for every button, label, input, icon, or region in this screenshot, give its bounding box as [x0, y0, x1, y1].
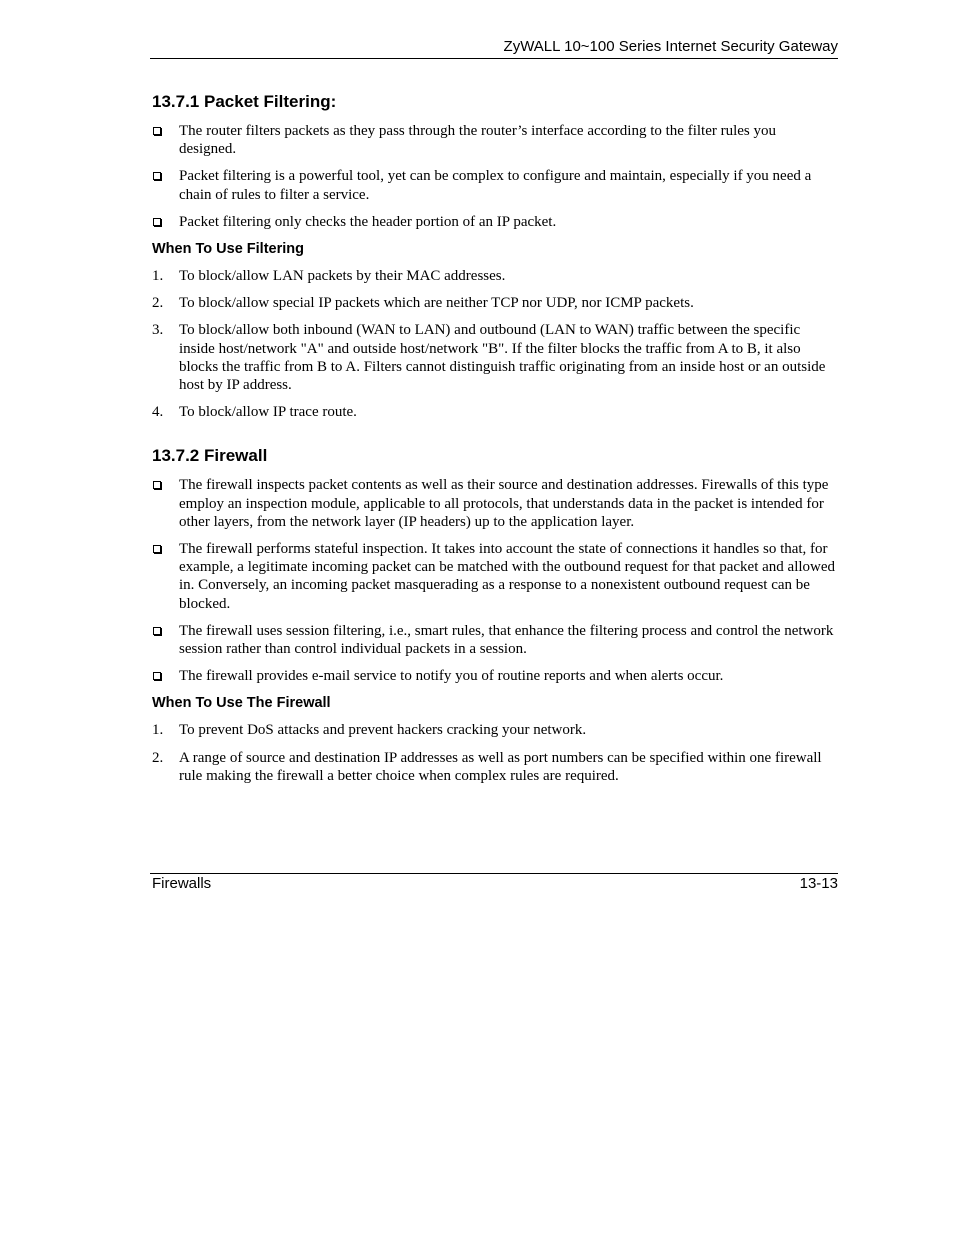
item-text: To block/allow both inbound (WAN to LAN) and outbound (LAN to WAN) traffic between the specific inside host/network "A" and outside host/network "B". If the filter blocks the traffic from A to B, it also blocks the traffic from B to A. Filters cannot distinguish traffic originating from an inside host or an outside host by IP address.: [179, 322, 826, 394]
checkbox-bullet-icon: [153, 172, 161, 180]
packet-filtering-bullets: [152, 122, 836, 231]
bullet-text: The firewall inspects packet contents as well as their source and destination addresses. Firewalls of this type employ an inspection module, applicable to all protocols, that understands data in the packet is intended for other layers, from the network layer (IP headers) up to the application layer.: [179, 477, 829, 530]
filtering-numbered-list: [152, 267, 836, 421]
item-number: 1.: [152, 722, 164, 739]
checkbox-bullet-icon: [153, 627, 161, 635]
section-spacer: [152, 430, 836, 445]
header-divider: [150, 58, 838, 59]
bullet-item: [152, 622, 836, 658]
item-number: 3.: [152, 322, 164, 339]
item-text: A range of source and destination IP addresses as well as port numbers can be specified within one firewall rule making the firewall a better choice when complex rules are required.: [179, 749, 822, 784]
numbered-item: [152, 403, 836, 421]
item-number: 2.: [152, 295, 164, 312]
section-heading-packet-filtering: 13.7.1 Packet Filtering:: [152, 92, 337, 111]
checkbox-bullet-icon: [153, 218, 161, 226]
bullet-text: The firewall performs stateful inspection. It takes into account the state of connections it handles so that, for example, a legitimate incoming packet can be matched with the outbound request for that packet and allowed in. Conversely, an incoming packet masquerading as a response to a nonexistent outbound request can be blocked.: [179, 541, 836, 612]
numbered-item: [152, 721, 836, 739]
item-text: To prevent DoS attacks and prevent hackers cracking your network.: [179, 722, 587, 739]
numbered-item: [152, 267, 836, 285]
bullet-text: The firewall provides e-mail service to notify you of routine reports and when alerts occur.: [179, 668, 724, 685]
subheading-when-to-use-filtering: When To Use Filtering: [152, 241, 304, 258]
bullet-item: [152, 540, 836, 613]
bullet-item: [152, 122, 836, 158]
bullet-item: [152, 213, 836, 231]
item-text: To block/allow IP trace route.: [179, 404, 357, 421]
firewall-numbered-list: [152, 721, 836, 785]
checkbox-bullet-icon: [153, 481, 161, 489]
bullet-item: [152, 167, 836, 203]
checkbox-bullet-icon: [153, 545, 161, 553]
item-text: To block/allow LAN packets by their MAC addresses.: [179, 268, 506, 285]
subheading-when-to-use-firewall: When To Use The Firewall: [152, 695, 331, 712]
item-number: 2.: [152, 749, 164, 766]
footer-divider: [150, 873, 838, 874]
numbered-item: [152, 294, 836, 312]
bullet-item: [152, 667, 836, 685]
firewall-bullets: [152, 476, 836, 685]
checkbox-bullet-icon: [153, 127, 161, 135]
checkbox-bullet-icon: [153, 672, 161, 680]
page-content: [152, 91, 836, 794]
bullet-text: The firewall uses session filtering, i.e., smart rules, that enhance the filtering process and control the network session rather than control individual packets in a session.: [179, 622, 834, 658]
running-header: ZyWALL 10~100 Series Internet Security Gateway: [503, 38, 838, 55]
bullet-item: [152, 476, 836, 531]
numbered-item: [152, 321, 836, 394]
bullet-text: Packet filtering is a powerful tool, yet can be complex to configure and maintain, especially if you need a chain of rules to filter a service.: [179, 168, 812, 203]
item-number: 4.: [152, 404, 164, 421]
section-heading-firewall: 13.7.2 Firewall: [152, 446, 268, 466]
numbered-item: [152, 749, 836, 785]
footer-chapter: Firewalls: [152, 875, 212, 892]
footer-page-number: 13-13: [799, 875, 838, 892]
item-number: 1.: [152, 268, 164, 285]
item-text: To block/allow special IP packets which are neither TCP nor UDP, nor ICMP packets.: [179, 295, 694, 312]
bullet-text: Packet filtering only checks the header portion of an IP packet.: [179, 213, 557, 230]
bullet-text: The router filters packets as they pass through the router’s interface according to the filter rules you designed.: [179, 123, 777, 158]
